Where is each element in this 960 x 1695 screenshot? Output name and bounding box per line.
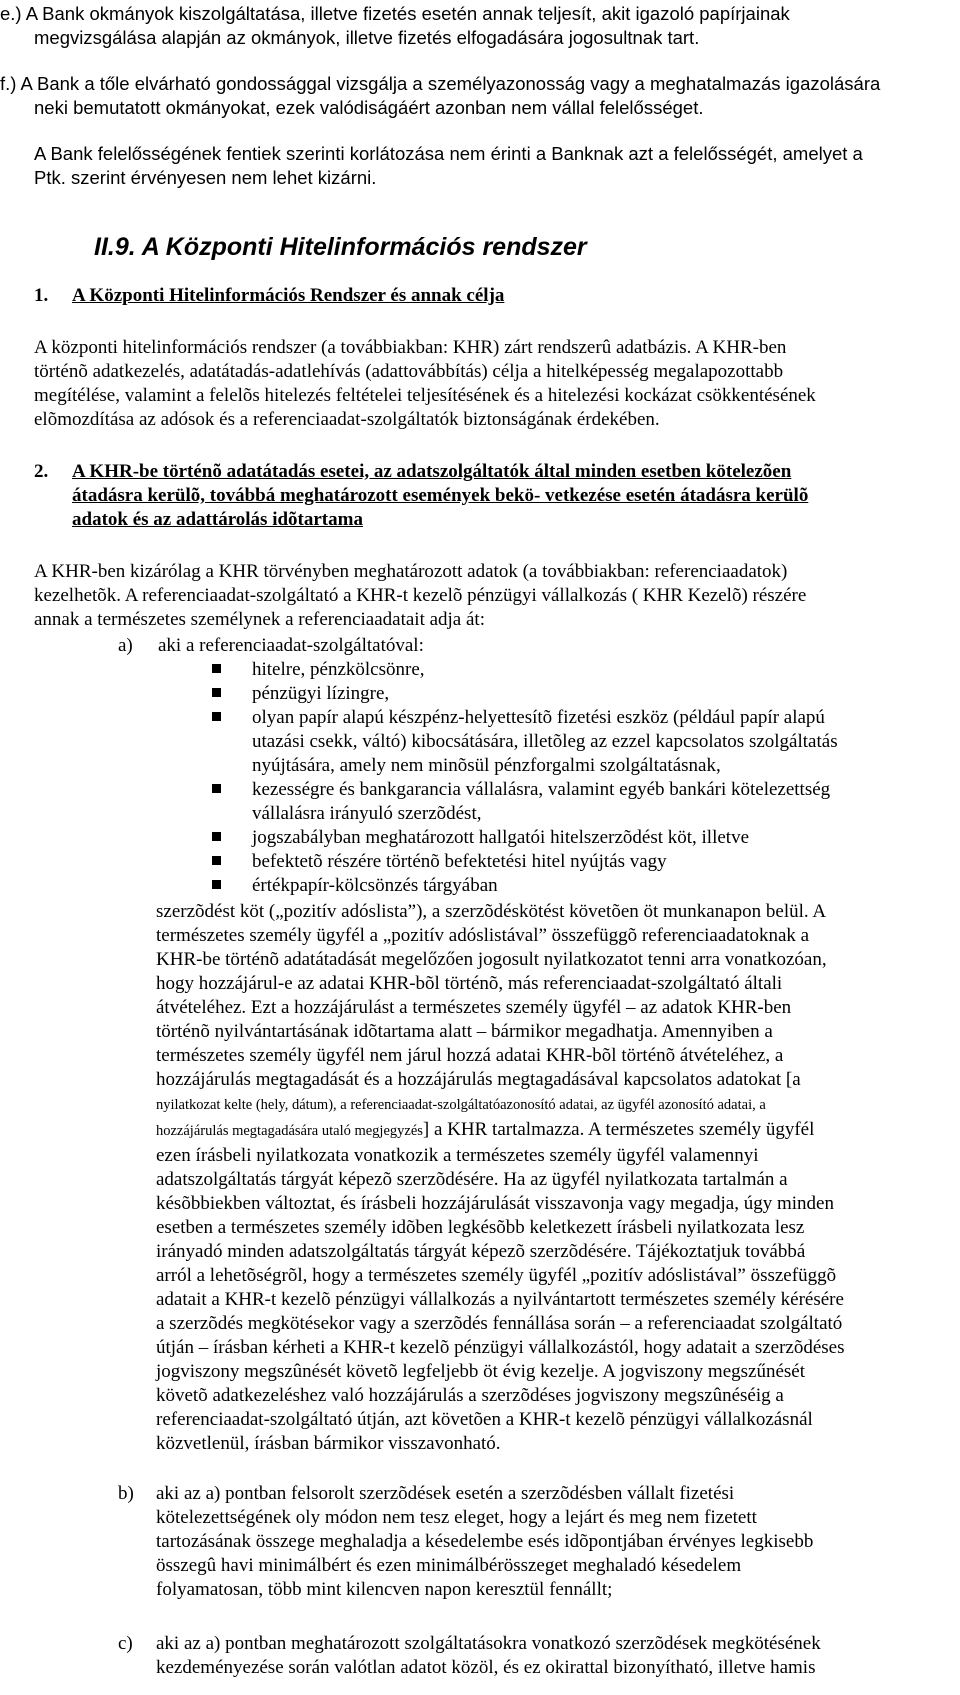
positive-list-line-6: történõ nyilvántartásának idõtartama alatt – bármikor megadhatja. Amennyiben a: [156, 1021, 773, 1042]
para-2-line-1: A KHR-ben kizárólag a KHR törvényben meghatározott adatok (a továbbiakban: referenciaadatok): [34, 561, 788, 582]
bullet-3-line-1: olyan papír alapú készpénz-helyettesítõ fizetési eszköz (például papír alapú: [252, 707, 825, 728]
para-e-line-1: e.) A Bank okmányok kiszolgáltatása, illetve fizetés esetén annak teljesít, akit igazoló papírjainak: [0, 3, 790, 24]
para-1-line-3: megítélése, valamint a felelõs hitelezés feltételei teljesítésének és a hitelezési kockázat csökkentésének: [34, 385, 816, 406]
item-c-line-1: aki az a) pontban meghatározott szolgáltatásokra vonatkozó szerzõdések megkötésének: [156, 1633, 821, 1654]
positive-list-line-22: referenciaadat-szolgáltató útján, azt követõen a KHR-t kezelõ pénzügyi vállalkozásnál: [156, 1409, 813, 1430]
item-b-line-1: aki az a) pontban felsorolt szerzõdések esetén a szerzõdésben vállalt fizetési: [156, 1483, 735, 1504]
para-1-line-1: A központi hitelinformációs rendszer (a továbbiakban: KHR) zárt rendszerû adatbázis. A KHR-ben: [34, 337, 787, 358]
item-c-line-2: kezdeményezése során valótlan adatot közöl, és ez okirattal bizonyítható, illetve hamis: [156, 1657, 816, 1678]
positive-list-line-19: útján – írásban kérheti a KHR-t kezelõ pénzügyi vállalkozástól, hogy adatait a szerzõdéses: [156, 1337, 845, 1358]
bullet-marker: [212, 832, 221, 841]
subsection-2-title-line-1: A KHR-be történõ adatátadás esetei, az adatszolgáltatók által minden esetben kötelezõen: [72, 461, 792, 482]
para-2-line-3: annak a természetes személynek a referenciaadatait adja át:: [34, 609, 485, 630]
positive-list-line-7: természetes személy ügyfél nem járul hozzá adatai KHR-bõl történõ átvételéhez, a: [156, 1045, 784, 1066]
positive-list-line-3: KHR-be történõ adatátadását megelőzően jogosult nyilatkozatot tenni arra vonatkozóan,: [156, 949, 827, 970]
subsection-1-number: 1.: [34, 285, 49, 306]
positive-list-line-2: természetes személy ügyfél a „pozitív adóslistával” összefüggõ referenciaadatoknak a: [156, 925, 810, 946]
item-b-line-5: folyamatosan, több mint kilencven napon keresztül fennállt;: [156, 1579, 613, 1600]
bullet-4-line-2: vállalásra irányuló szerzõdést,: [252, 803, 482, 824]
positive-list-line-21: követõ adatkezeléshez való hozzájárulás a szerzõdéses jogviszony megszûnéséig a: [156, 1385, 784, 1406]
positive-list-line-1: szerzõdést köt („pozitív adóslista”), a szerzõdéskötést követõen öt munkanapon belül. A: [156, 901, 827, 922]
section-heading: II.9. A Központi Hitelinformációs rendszer: [94, 233, 587, 261]
item-b-label: b): [118, 1483, 134, 1504]
subsection-2-number: 2.: [34, 461, 49, 482]
bullet-marker: [212, 712, 221, 721]
positive-list-line-10: [156, 1120, 814, 1141]
bullet-7: értékpapír-kölcsönzés tárgyában: [252, 875, 498, 896]
positive-list-line-14: esetben a természetes személy idõben legkésõbb keletkezett írásbeli nyilatkozata lesz: [156, 1217, 805, 1238]
bullet-3-line-2: utazási csekk, váltó) kibocsátására, illetõleg az ezzel kapcsolatos szolgáltatás: [252, 731, 838, 752]
bullet-marker: [212, 664, 221, 673]
item-b-line-2: kötelezettségének oly módon nem tesz eleget, hogy a lejárt és meg nem fizetett: [156, 1507, 757, 1528]
bullet-2: pénzügyi lízingre,: [252, 683, 390, 704]
bullet-5: jogszabályban meghatározott hallgatói hitelszerzõdést köt, illetve: [252, 827, 749, 848]
bullet-marker: [212, 856, 221, 865]
subsection-2-title-line-3: adatok és az adattárolás idõtartama: [72, 509, 363, 530]
positive-list-line-12: adatszolgáltatás tárgyát képezõ szerzõdésére. Ha az ügyfél nyilatkozata tartalmán a: [156, 1169, 788, 1190]
item-b-line-3: tartozásának összege meghaladja a késedelembe esés idõpontjában érvényes legkisebb: [156, 1531, 814, 1552]
liability-line-2: Ptk. szerint érvényesen nem lehet kizárni.: [34, 167, 377, 188]
bullet-marker: [212, 880, 221, 889]
positive-list-line-23: közvetlenül, írásban bármikor visszavonható.: [156, 1433, 501, 1454]
positive-list-line-15: irányadó minden adatszolgáltatás tárgyát képezõ szerzõdésére. Tájékoztatjuk továbbá: [156, 1241, 806, 1262]
bullet-marker: [212, 784, 221, 793]
para-1-line-2: történõ adatkezelés, adatátadás-adatlehívás (adattovábbítás) célja a hitelképesség megalapozottabb: [34, 361, 784, 382]
positive-list-line-4: hogy hozzájárul-e az adatai KHR-bõl történõ, más referenciaadat-szolgáltató általi: [156, 973, 783, 994]
positive-list-line-13: késõbbiekben változtat, és írásbeli hozzájárulását visszavonja vagy megadja, úgy minden: [156, 1193, 834, 1214]
item-a-label: a): [118, 635, 133, 656]
bullet-6: befektetõ részére történõ befektetési hitel nyújtás vagy: [252, 851, 667, 872]
positive-list-line-9: nyilatkozat kelte (hely, dátum), a referenciaadat-szolgáltatóazonosító adatai, az ügyfél azonosító adatai, a: [156, 1097, 766, 1113]
positive-list-line-8: hozzájárulás megtagadását és a hozzájárulás megtagadásával kapcsolatos adatokat [a: [156, 1069, 801, 1090]
bullet-4-line-1: kezességre és bankgarancia vállalásra, valamint egyéb bankári kötelezettség: [252, 779, 831, 800]
subsection-2-title-line-2: átadásra kerülõ, továbbá meghatározott események bekö- vetkezése esetén átadásra kerülõ: [72, 485, 809, 506]
item-c-label: c): [118, 1633, 133, 1654]
para-f-line-2: neki bemutatott okmányokat, ezek valódiságáért azonban nem vállal felelősséget.: [34, 97, 704, 118]
positive-list-line-17: adatait a KHR-t kezelõ pénzügyi vállalkozás a nyilvántartott természetes személy kérésére: [156, 1289, 844, 1310]
bullet-3-line-3: nyújtására, amely nem minõsül pénzforgalmi szolgáltatásnak,: [252, 755, 721, 776]
subsection-1-title: A Központi Hitelinformációs Rendszer és annak célja: [72, 285, 505, 306]
liability-line-1: A Bank felelősségének fentiek szerinti korlátozása nem érinti a Banknak azt a felelősségét, amelyet a: [34, 143, 863, 164]
bullet-1: hitelre, pénzkölcsönre,: [252, 659, 425, 680]
para-2-line-2: kezelhetõk. A referenciaadat-szolgáltató a KHR-t kezelõ pénzügyi vállalkozás ( KHR Kezelõ) részére: [34, 585, 807, 606]
positive-list-line-16: arról a lehetõségrõl, hogy a természetes személy ügyfél „pozitív adóslistával” összefüggõ: [156, 1265, 837, 1286]
positive-list-line-10-rest: ] a KHR tartalmazza. A természetes személy ügyfél: [422, 1119, 815, 1140]
item-b-line-4: összegû havi minimálbért és ezen minimálbérösszeget meghaladó késedelem: [156, 1555, 742, 1576]
item-a-text: aki a referenciaadat-szolgáltatóval:: [158, 635, 424, 656]
positive-list-line-18: a szerzõdés megkötésekor vagy a szerzõdés fennállása során – a referenciaadat szolgáltató: [156, 1313, 843, 1334]
para-f-line-1: f.) A Bank a tőle elvárható gondossággal vizsgálja a személyazonosság vagy a meghatalmazás igazolására: [0, 73, 881, 94]
positive-list-line-5: átvételéhez. Ezt a hozzájárulást a természetes személy ügyfél – az adatok KHR-ben: [156, 997, 792, 1018]
para-1-line-4: elõmozdítása az adósok és a referenciaadat-szolgáltatók biztonságának érdekében.: [34, 409, 660, 430]
consent-refusal-note: hozzájárulás megtagadására utaló megjegyzés: [156, 1123, 423, 1139]
bullet-marker: [212, 688, 221, 697]
para-e-line-2: megvizsgálása alapján az okmányok, illetve fizetés elfogadására jogosultnak tart.: [34, 27, 700, 48]
positive-list-line-20: jogviszony megszûnését követõ legfeljebb öt évig kezelje. A jogviszony megszűnését: [156, 1361, 806, 1382]
positive-list-line-11: ezen írásbeli nyilatkozata vonatkozik a természetes személy ügyfél valamennyi: [156, 1145, 759, 1166]
